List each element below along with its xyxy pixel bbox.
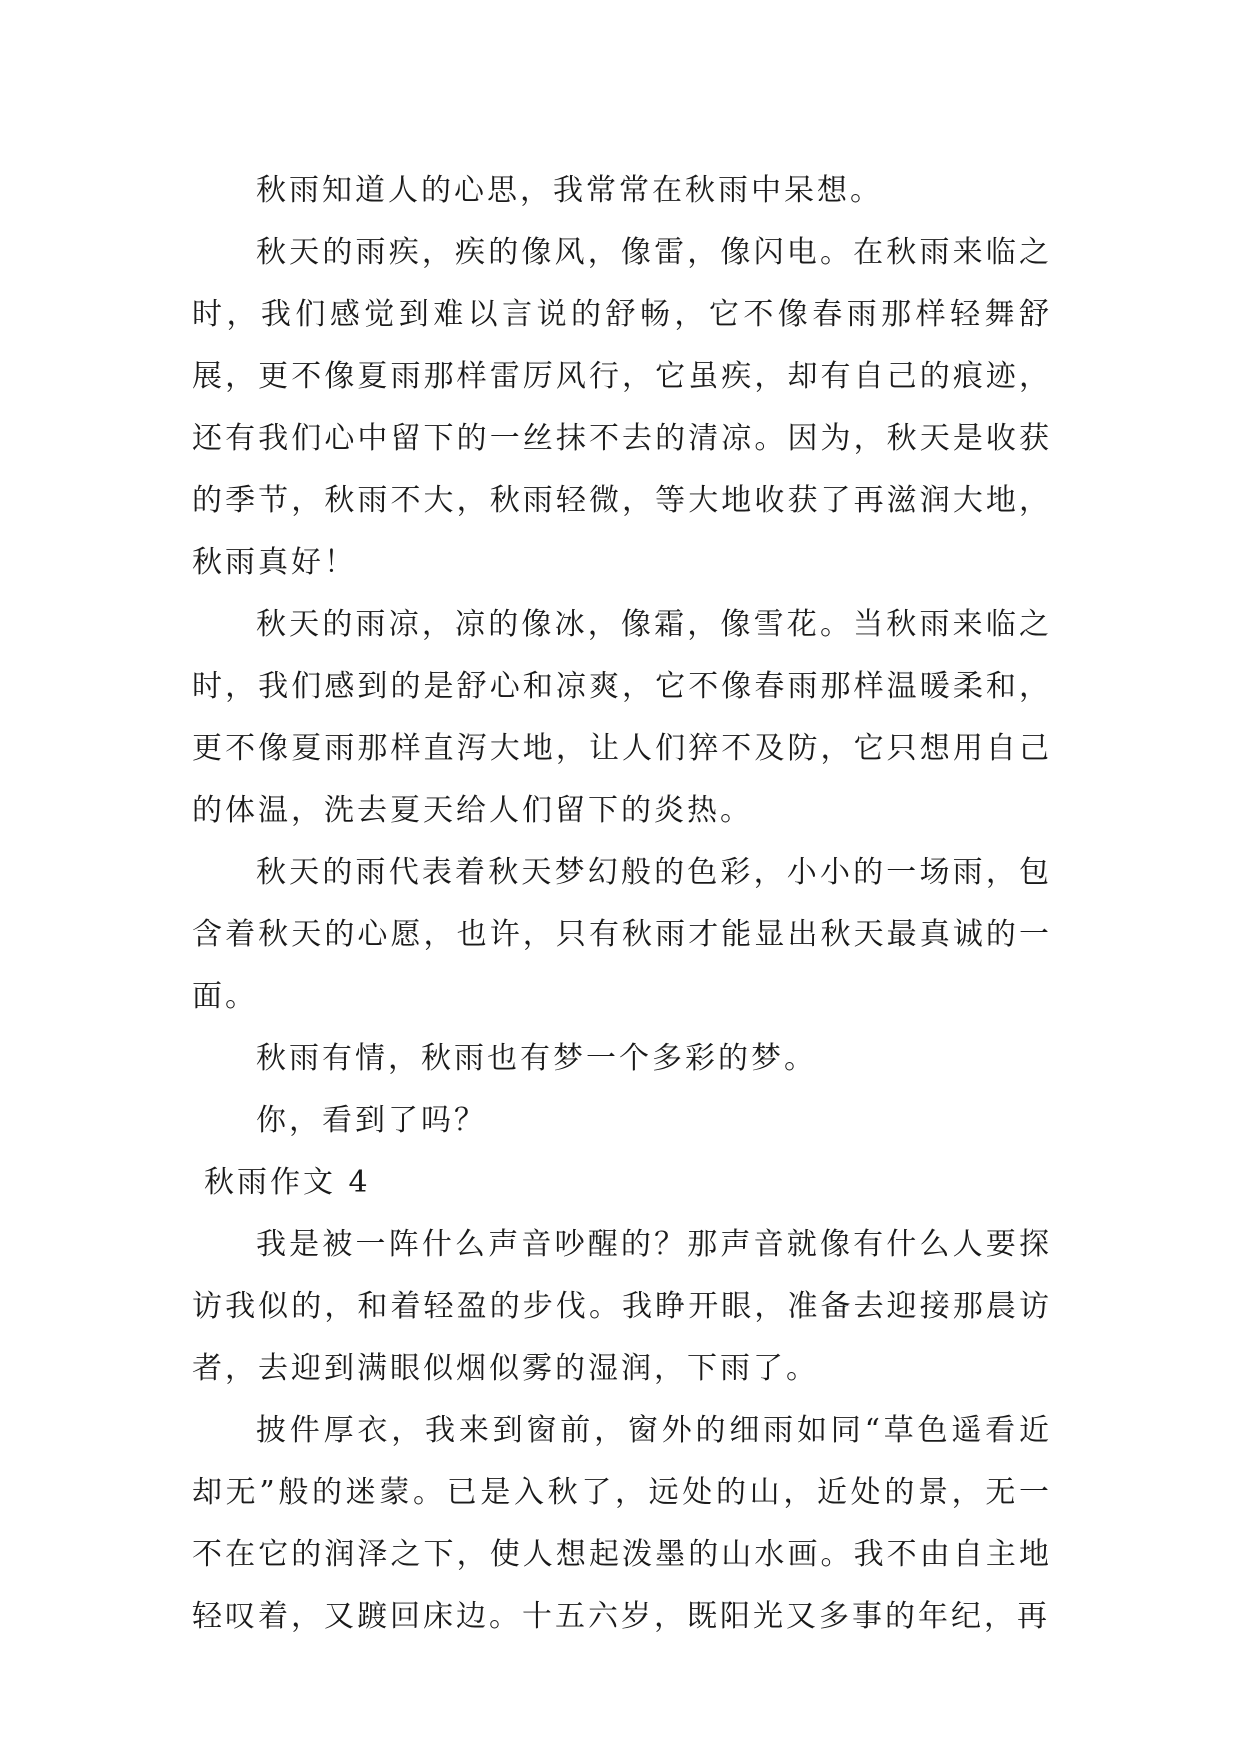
paragraph: 你，看到了吗？ bbox=[256, 1103, 487, 1138]
document-body bbox=[192, 160, 1052, 1648]
paragraph: 披件厚衣，我来到窗前，窗外的细雨如同“草色遥看近却无”般的迷蒙。已是入秋了，远处的山，近处的景，无一不在它的润泽之下，使人想起泼墨的山水画。我不由自主地轻叹着，又踱回床边。十五六岁，既阳光又多事的年纪，再 bbox=[192, 1413, 1052, 1634]
paragraph: 秋天的雨疾，疾的像风，像雷，像闪电。在秋雨来临之时，我们感觉到难以言说的舒畅，它不像春雨那样轻舞舒展，更不像夏雨那样雷厉风行，它虽疾，却有自己的痕迹，还有我们心中留下的一丝抹不去的清凉。因为，秋天是收获的季节，秋雨不大，秋雨轻微，等大地收获了再滋润大地，秋雨真好！ bbox=[192, 235, 1052, 580]
paragraph: 秋雨知道人的心思，我常常在秋雨中呆想。 bbox=[256, 173, 883, 208]
paragraph: 秋雨有情，秋雨也有梦一个多彩的梦。 bbox=[256, 1041, 817, 1076]
paragraph: 我是被一阵什么声音吵醒的？那声音就像有什么人要探访我似的，和着轻盈的步伐。我睁开眼，准备去迎接那晨访者，去迎到满眼似烟似雾的湿润，下雨了。 bbox=[192, 1227, 1052, 1386]
section-title: 秋雨作文 4 bbox=[204, 1165, 371, 1200]
paragraph: 秋天的雨代表着秋天梦幻般的色彩，小小的一场雨，包含着秋天的心愿，也许，只有秋雨才能显出秋天最真诚的一面。 bbox=[192, 855, 1052, 1014]
paragraph: 秋天的雨凉，凉的像冰，像霜，像雪花。当秋雨来临之时，我们感到的是舒心和凉爽，它不像春雨那样温暖柔和，更不像夏雨那样直泻大地，让人们猝不及防，它只想用自己的体温，洗去夏天给人们留下的炎热。 bbox=[192, 607, 1052, 828]
